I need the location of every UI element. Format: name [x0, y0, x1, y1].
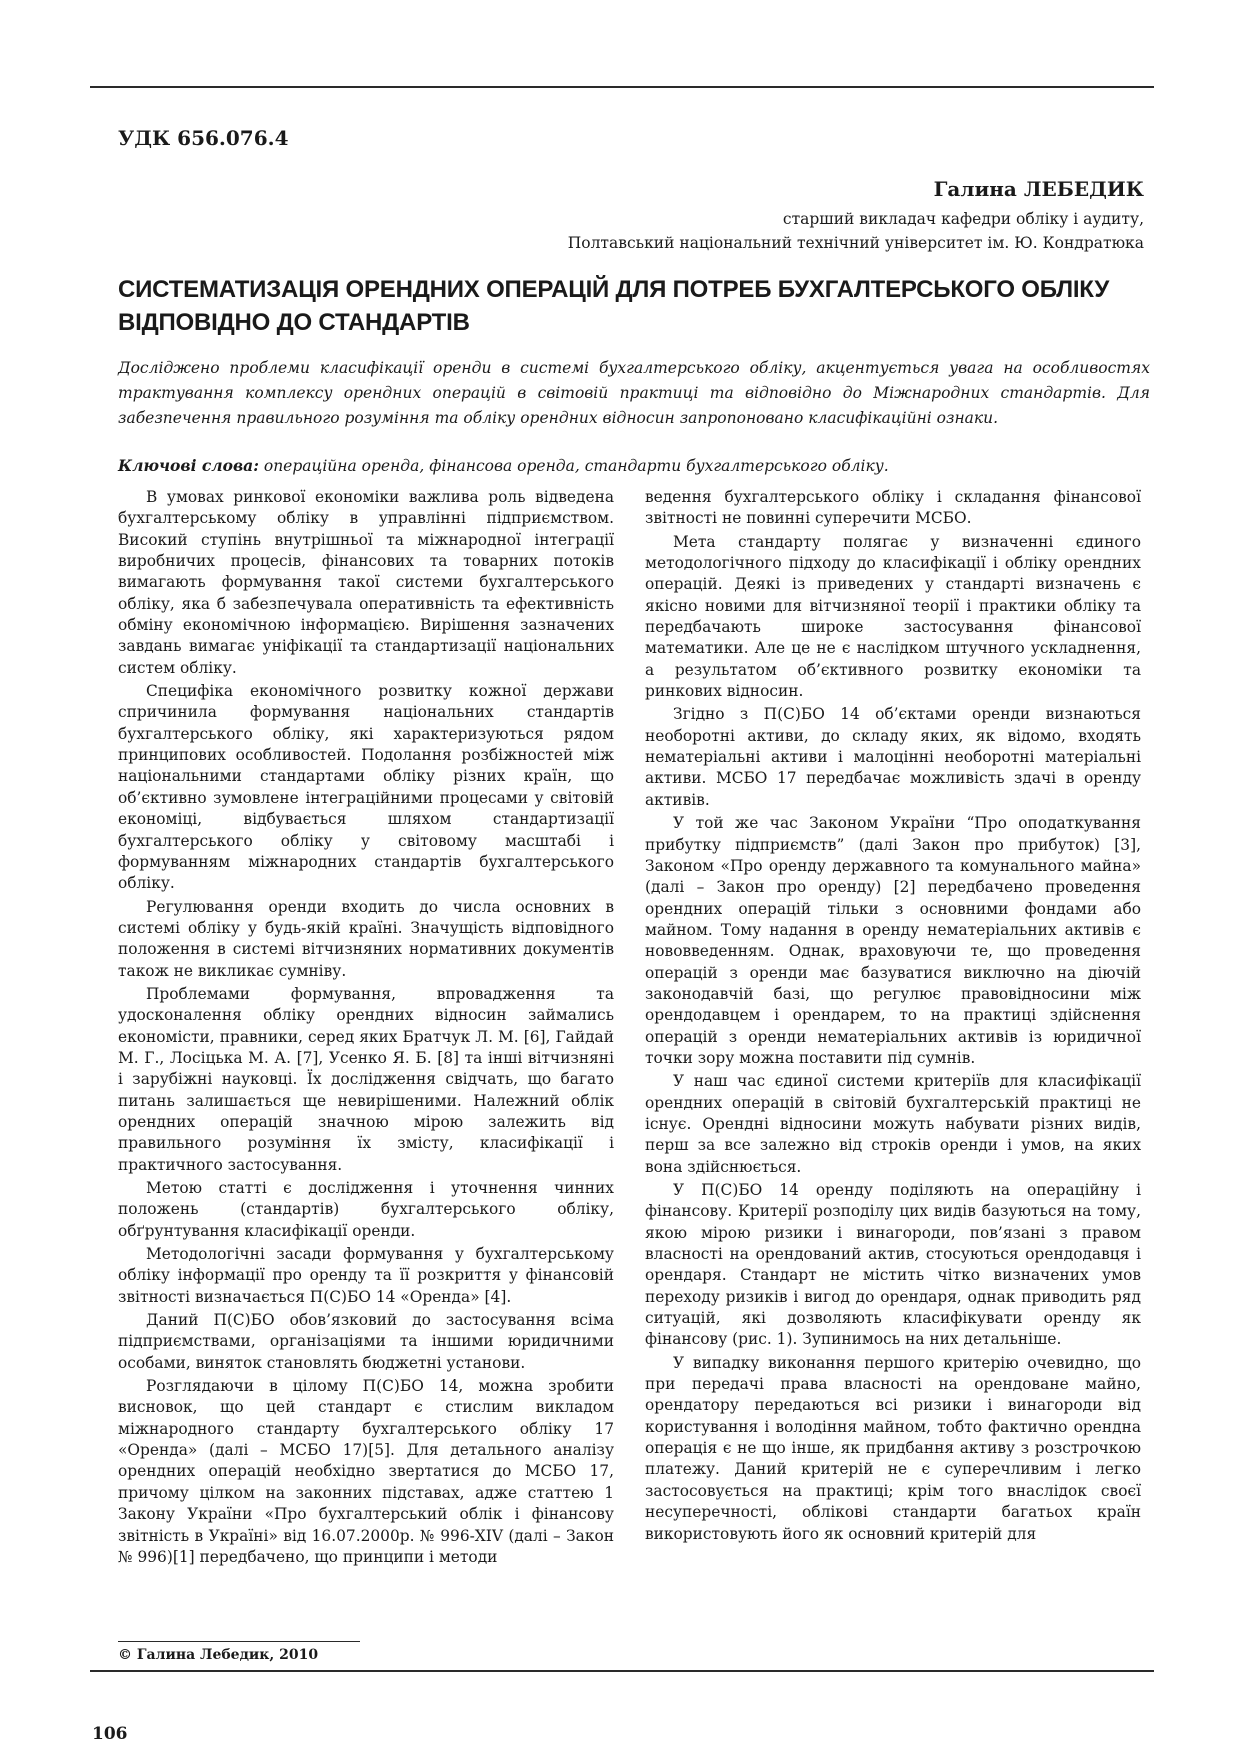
top-rule [90, 86, 1154, 88]
article-title [118, 273, 1148, 339]
paragraph: Розглядаючи в цілому П(С)БО 14, можна зробити висновок, що цей стандарт є стислим викладом міжнародного стандарту бухгалтерського обліку 17 «Оренда» (далі – МСБО 17)[5]. Для детального аналізу орендних операцій необхідно звертатися до МСБО 17, причому цілком на законних підставах, адже статтею 1 Закону України «Про бухгалтерський облік і фінансову звітність в Україні» від 16.07.2000р. № 996-XIV (далі – Закон № 996)[1] передбачено, що принципи і методи [118, 1377, 614, 1566]
copyright-note: © Галина Лебедик, 2010 [118, 1647, 319, 1663]
footnote-rule [118, 1641, 360, 1642]
paragraph: У наш час єдиної системи критеріїв для класифікації орендних операцій в світовій бухгалтерській практиці не існує. Орендні відносини можуть набувати різних видів, перш за все залежно від строків оренди і умов, на яких вона здійснюється. [645, 1072, 1141, 1176]
abstract: Досліджено проблеми класифікації оренди в системі бухгалтерського обліку, акцентується увага на особливостях трактування комплексу орендних операцій в світовій практиці та відповідно до Міжнародних стандартів. Для забезпечення правильного розуміння та обліку орендних відносин запропоновано класифікаційні ознаки. [118, 359, 1150, 427]
paragraph: Проблемами формування, впровадження та удосконалення обліку орендних відносин займались економісти, правники, серед яких Братчук Л. М. [6], Гайдай М. Г., Лосіцька М. А. [7], Усенко Я. Б. [8] та інші вітчизняні і зарубіжні науковці. Їх дослідження свідчать, що багато питань залишається ще невирішеними. Належний облік орендних операцій значною мірою залежить від правильного розуміння їх змісту, класифікації і практичного застосування. [118, 984, 614, 1174]
udk-code: УДК 656.076.4 [118, 126, 289, 150]
paragraph: Даний П(С)БО обов’язковий до застосування всіма підприємствами, організаціями та іншими юридичними особами, виняток становлять бюджетні установи. [118, 1311, 614, 1372]
keywords [118, 453, 1150, 479]
paragraph: Методологічні засади формування у бухгалтерському обліку інформації про оренду та її розкриття у фінансовій звітності визначається П(С)БО 14 «Оренда» [4]. [118, 1245, 614, 1306]
paragraph: Мета стандарту полягає у визначенні єдиного методологічного підходу до класифікації і обліку орендних операцій. Деякі із приведених у стандарті визначень є якісно новими для вітчизняної теорії і практики обліку та передбачають широке застосування фінансової математики. Але це не є наслідком штучного ускладнення, а результатом об’єктивного розвитку економіки та ринкових відносин. [645, 532, 1141, 701]
paragraph: У П(С)БО 14 оренду поділяють на операційну і фінансову. Критерії розподілу цих видів базуються на тому, якою мірою ризики і винагороди, пов’язані з правом власності на орендований актив, стосуються орендодавця і орендаря. Стандарт не містить чітко визначених умов переходу ризиків і вигод до орендаря, однак приводить ряд ситуацій, які дозволяють класифікувати оренду як фінансову (рис. 1). Зупинимось на них детальніше. [645, 1181, 1141, 1349]
paragraph-continuation: ведення бухгалтерського обліку і складання фінансової звітності не повинні суперечити МСБО. [645, 488, 1141, 528]
title-line-2: ВІДПОВІДНО ДО СТАНДАРТІВ [118, 309, 470, 336]
keywords-text: операційна оренда, фінансова оренда, стандарти бухгалтерського обліку. [263, 457, 889, 475]
paragraph: Згідно з П(С)БО 14 об’єктами оренди визнаються необоротні активи, до складу яких, як відомо, входять нематеріальні активи і малоцінні необоротні матеріальні активи. МСБО 17 передбачає можливість здачі в оренду активів. [645, 705, 1141, 809]
author-position: старший викладач кафедри обліку і аудиту, [782, 210, 1144, 228]
keywords-label: Ключові слова: [118, 456, 259, 475]
paragraph: У той же час Законом України “Про оподаткування прибутку підприємств” (далі Закон про прибуток) [3], Законом «Про оренду державного та комунального майна» (далі – Закон про оренду) [2] передбачено проведення орендних операцій тільки з основними фондами або майном. Тому надання в оренду нематеріальних активів є нововведенням. Однак, враховуючи те, що проведення операцій з оренди має базуватися виключно на діючій законодавчій базі, що регулює правовідносини між орендодавцем і орендарем, то на практиці здійснення операцій з оренди нематеріальних активів із юридичної точки зору можна поставити під сумнів. [645, 814, 1141, 1067]
page-number: 106 [92, 1724, 128, 1744]
author-block [568, 177, 1144, 255]
paragraph: Метою статті є дослідження і уточнення чинних положень (стандартів) бухгалтерського обліку, обґрунтування класифікації оренди. [118, 1179, 614, 1240]
title-line-1: СИСТЕМАТИЗАЦІЯ ОРЕНДНИХ ОПЕРАЦІЙ ДЛЯ ПОТРЕБ БУХГАЛТЕРСЬКОГО ОБЛІКУ [118, 276, 1110, 303]
author-name: Галина ЛЕБЕДИК [933, 177, 1144, 201]
bottom-rule [90, 1670, 1154, 1672]
left-column [118, 487, 614, 1570]
author-affiliation: Полтавський національний технічний університет ім. Ю. Кондратюка [567, 234, 1144, 252]
right-column [645, 487, 1141, 1547]
paragraph: У випадку виконання першого критерію очевидно, що при передачі права власності на орендоване майно, орендатору передаються всі ризики і винагороди від користування і володіння майном, тобто фактично орендна операція є не що інше, як придбання активу з розстрочкою платежу. Даний критерій не є суперечливим і легко застосовується на практиці; крім того внаслідок своєї несуперечності, облікові стандарти багатьох країн використовують його як основний критерій для [645, 1353, 1141, 1543]
paragraph: В умовах ринкової економіки важлива роль відведена бухгалтерському обліку в управлінні підприємством. Високий ступінь внутрішньої та міжнародної інтеграції виробничих процесів, фінансових та товарних потоків вимагають формування такої системи бухгалтерського обліку, яка б забезпечувала оперативність та ефективність обміну економічною інформацією. Вирішення зазначених завдань вимагає уніфікації та стандартизації національних систем обліку. [118, 488, 614, 677]
paragraph: Регулювання оренди входить до числа основних в системі обліку у будь-якій країні. Значущість відповідного положення в системі вітчизняних нормативних документів також не викликає сумніву. [118, 897, 614, 980]
paragraph: Специфіка економічного розвитку кожної держави спричинила формування національних стандартів бухгалтерського обліку, які характеризуються рядом принципових особливостей. Подолання розбіжностей між національними стандартами обліку різних країн, що об’єктивно зумовлене інтеграційними процесами у світовій економіці, відбувається шляхом стандартизації бухгалтерського обліку у світовому масштабі і формуванням міжнародних стандартів бухгалтерського обліку. [118, 682, 614, 893]
